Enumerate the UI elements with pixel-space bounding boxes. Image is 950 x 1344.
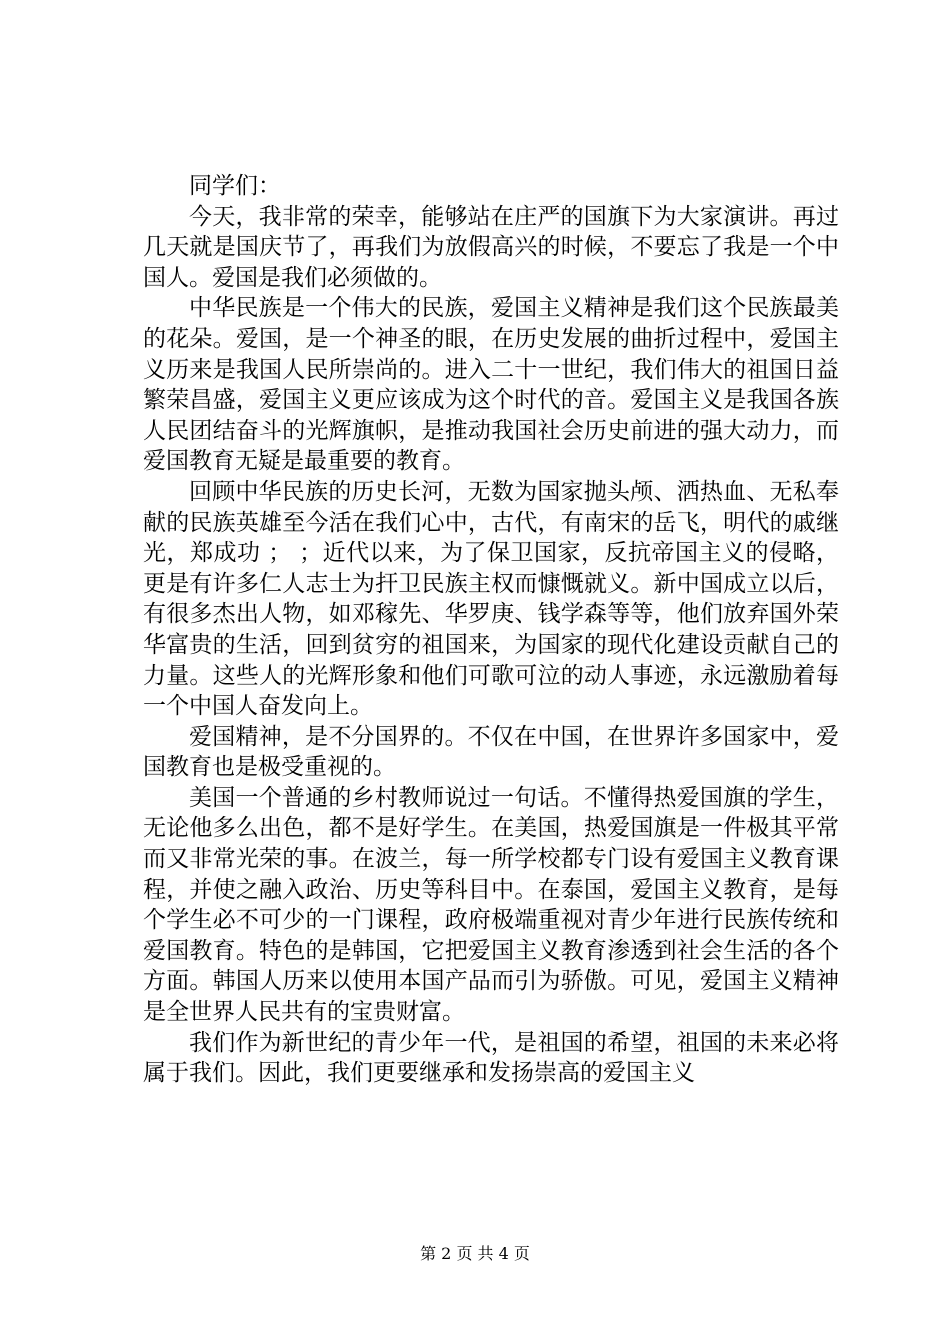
body-paragraph: 回顾中华民族的历史长河，无数为国家抛头颅、洒热血、无私奉献的民族英雄至今活在我们心中，古代，有南宋的岳飞，明代的戚继光，郑成功 ； ；近代以来，为了保卫国家，反抗帝国主义的侵略，更是有许多仁人志士为扞卫民族主权而慷慨就义。新中国成立以后，有很多杰出人物，如邓稼先、华罗庚、钱学森等等，他们放弃国外荣华富贵的生活，回到贫穷的祖国来，为国家的现代化建设贡献自己的力量。这些人的光辉形象和他们可歌可泣的动人事迹，永远激励着每一个中国人奋发向上。 bbox=[143, 478, 839, 720]
body-paragraph: 今天，我非常的荣幸，能够站在庄严的国旗下为大家演讲。再过几天就是国庆节了，再我们为放假高兴的时候，不要忘了我是一个中国人。爱国是我们必须做的。 bbox=[143, 203, 839, 291]
body-paragraph: 我们作为新世纪的青少年一代，是祖国的希望，祖国的未来必将属于我们。因此，我们更要继承和发扬崇高的爱国主义 bbox=[143, 1029, 839, 1087]
body-paragraph: 美国一个普通的乡村教师说过一句话。不懂得热爱国旗的学生，无论他多么出色，都不是好学生。在美国，热爱国旗是一件极其平常而又非常光荣的事。在波兰，每一所学校都专门设有爱国主义教育课程，并使之融入政治、历史等科目中。在泰国，爱国主义教育，是每个学生必不可少的一门课程，政府极端重视对青少年进行民族传统和爱国教育。特色的是韩国，它把爱国主义教育渗透到社会生活的各个方面。韩国人历来以使用本国产品而引为骄傲。可见，爱国主义精神是全世界人民共有的宝贵财富。 bbox=[143, 784, 839, 1026]
page-number-footer: 第 2 页 共 4 页 bbox=[420, 1244, 530, 1263]
document-body bbox=[143, 171, 839, 1089]
body-paragraph: 爱国精神，是不分国界的。不仅在中国，在世界许多国家中，爱国教育也是极受重视的。 bbox=[143, 723, 839, 781]
greeting-paragraph: 同学们： bbox=[189, 173, 281, 199]
body-paragraph: 中华民族是一个伟大的民族，爱国主义精神是我们这个民族最美的花朵。爱国，是一个神圣的眼，在历史发展的曲折过程中，爱国主义历来是我国人民所崇尚的。进入二十一世纪，我们伟大的祖国日益繁荣昌盛，爱国主义更应该成为这个时代的音。爱国主义是我国各族人民团结奋斗的光辉旗帜，是推动我国社会历史前进的强大动力，而爱国教育无疑是最重要的教育。 bbox=[143, 295, 839, 475]
